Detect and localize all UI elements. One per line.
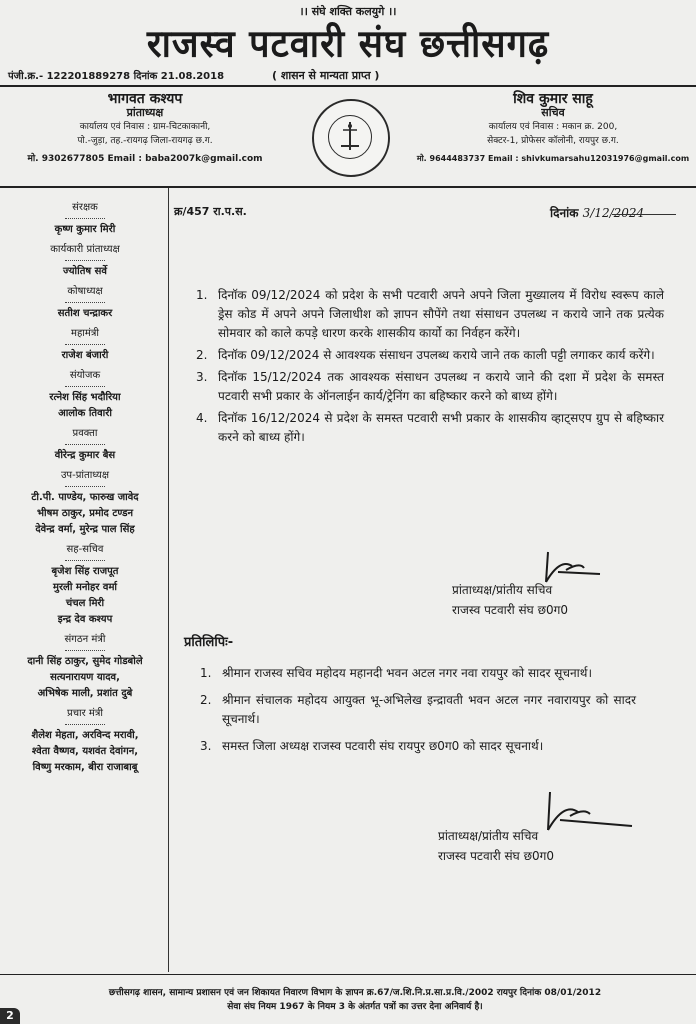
point-text: दिनॉक 16/12/2024 से प्रदेश के समस्त पटवारी सभी प्रकार के शासकीय व्हाट्सएप ग्रुप से बहिष्कार करने को बाध्य होंगे। [218,411,664,444]
reference-number: क्र/457 रा.प.स. [174,205,247,218]
sidebar-divider [168,188,169,972]
left-officer-name: भागवत कश्यप [107,91,183,107]
sidebar-role: उप-प्रांताध्यक्ष [60,470,110,481]
sidebar-role: संयोजक [69,370,101,381]
sidebar-member-name: रत्नेश सिंह भदौरिया [49,392,121,403]
letter-date [550,204,644,221]
demand-point [196,286,664,343]
sidebar-role: कोषाध्यक्ष [67,286,103,297]
right-officer-contact: मो. 9644483737 Email : shivkumarsahu12031976@gmail.com [416,154,690,163]
sidebar-role: महामंत्री [71,328,99,339]
sidebar-role: प्रचार मंत्री [67,708,103,719]
sidebar-separator [65,486,105,487]
sidebar-member-name: वीरेन्द्र कुमार बैस [54,450,116,461]
point-number: 1. [196,288,208,302]
signature-block-2 [438,826,554,866]
date-value: 3/12/2024 [582,206,645,220]
sidebar-member-name: दानी सिंह ठाकुर, सुमेद गोडबोले [27,656,143,667]
sidebar-separator [65,724,105,725]
demand-point [196,346,664,365]
sidebar-member-name: शैलेश मेहता, अरविन्द मरावी, [31,730,139,741]
copy-to-number: 3. [200,739,212,753]
sidebar-separator [65,302,105,303]
sidebar-member-name: श्वेता वैष्णव, यशवंत देवांगन, [31,746,139,757]
demand-point [196,409,664,447]
sidebar-separator [65,444,105,445]
letterhead-bottom-rule [0,186,696,188]
sidebar-member-name: ज्योतिष सर्वे [63,266,107,277]
seal-emblem-icon [328,115,372,159]
footer-notice [30,986,680,1014]
sidebar-separator [65,386,105,387]
footer-line-1: छत्तीसगढ़ शासन, सामान्य प्रशासन एवं जन शिकायत निवारण विभाग के ज्ञापन क्र.67/ज.शि.नि.प्र.सा.प्र.वि./2002 रायपुर दिनांक 08/01/2012 [108,988,602,998]
right-officer-role: सचिव [541,106,565,119]
sidebar-member-name: मुरली मनोहर वर्मा [52,582,118,593]
sidebar-member-name: चंचल मिरी [65,598,105,609]
sidebar-role: सह-सचिव [66,544,104,555]
sidebar-member-name: आलोक तिवारी [58,408,112,419]
motto: ।। संघे शक्ति कलयुगे ।। [299,5,397,18]
signature-block-1 [452,580,568,620]
copy-to-item [200,664,636,683]
sidebar-role: संगठन मंत्री [64,634,106,645]
point-number: 3. [196,370,208,384]
header-rule [0,85,696,87]
right-officer-name: शिव कुमार साहू [513,91,593,107]
sidebar-member-name: इन्द्र देव कश्यप [57,614,113,625]
sidebar-separator [65,260,105,261]
copy-to-text: श्रीमान संचालक महोदय आयुक्त भू-अभिलेख इन्द्रावती भवन अटल नगर नवारायपुर को सादर सूचनार्थ। [222,693,636,726]
copy-to-text: श्रीमान राजस्व सचिव महोदय महानदी भवन अटल नगर नवा रायपुर को सादर सूचनार्थ। [222,666,593,680]
copy-to-heading: प्रतिलिपिः- [184,635,234,650]
copy-to-number: 1. [200,666,212,680]
registration-number: पंजी.क्र.- 122201889278 दिनांक 21.08.2018 [8,71,225,82]
point-text: दिनॉक 09/12/2024 को प्रदेश के सभी पटवारी अपने अपने जिला मुख्यालय में विरोध स्वरूप काले ड्रेस कोड में अपने अपने जिलाधीश को ज्ञापन सौपेंगे तथा संसाधन उपलब्ध न कराये जाने तक प्रत्येक सोमवार को काले कपड़े धारण करके शासकीय कार्यो का निर्वहन करेंगे। [218,288,664,340]
left-officer-contact: मो. 9302677805 Email : baba2007k@gmail.com [27,154,263,164]
copy-to-text: समस्त जिला अध्यक्ष राजस्व पटवारी संघ रायपुर छ0ग0 को सादर सूचनार्थ। [222,739,544,753]
sidebar-member-name: सत्यनारायण यादव, [50,672,120,683]
point-number: 2. [196,348,208,362]
page-number-badge: 2 [0,1008,20,1024]
copy-to-item [200,737,636,756]
sidebar-separator [65,650,105,651]
copy-to-number: 2. [200,693,212,707]
demand-points-list [196,286,664,450]
footer-rule [0,974,696,975]
copy-to-list [200,664,636,764]
sidebar-separator [65,218,105,219]
sidebar-member-name: अभिषेक माली, प्रशांत दुबे [37,688,133,699]
signatory-title-2: प्रांताध्यक्ष/प्रांतीय सचिव [438,829,539,843]
sidebar-separator [65,344,105,345]
sidebar-member-name: सतीश चन्द्राकर [57,308,113,319]
sidebar-role: संरक्षक [72,202,98,213]
signature-mark-2 [540,790,640,844]
sidebar-member-name: भीषम ठाकुर, प्रमोद टण्डन [36,508,134,519]
left-officer-address-2: पो.-जुड़ा, तह.-रायगढ़ जिला-रायगढ़ छ.ग. [77,136,213,146]
right-officer-address-2: सेक्टर-1, प्रोफेसर कॉलोनी, रायपुर छ.ग. [487,136,619,146]
organization-title: राजस्व पटवारी संघ छत्तीसगढ़ [146,23,550,67]
sidebar-role: प्रवक्ता [72,428,98,439]
signatory-org-1: राजस्व पटवारी संघ छ0ग0 [452,603,569,617]
left-officer-role: प्रांताध्यक्ष [126,106,164,119]
sidebar-role: कार्यकारी प्रांताध्यक्ष [50,244,120,255]
sidebar-member-name: विष्णु मरकाम, बीरा राजाबाबू [32,762,138,773]
signatory-org-2: राजस्व पटवारी संघ छ0ग0 [438,849,555,863]
union-seal [312,99,390,177]
right-officer-block [410,92,696,166]
office-bearers-sidebar [6,196,164,776]
point-text: दिनॉक 15/12/2024 तक आवश्यक संसाधन उपलब्ध न कराये जाने की दशा में प्रदेश के समस्त पटवारी सभी प्रकार के ऑनलाईन कार्य/ट्रेनिंग का बहिष्कार करने को बाध्य होंगे। [218,370,664,403]
sidebar-separator [65,560,105,561]
point-number: 4. [196,411,208,425]
copy-to-item [200,691,636,729]
left-officer-block [20,92,270,166]
sidebar-member-name: टी.पी. पाण्डेय, फारुख जावेद [31,492,139,503]
sidebar-member-name: कृष्ण कुमार मिरी [54,224,116,235]
recognition-note: ( शासन से मान्यता प्राप्त ) [272,69,380,82]
left-officer-address-1: कार्यालय एवं निवास : ग्राम-चिटकाकानी, [79,122,211,132]
signatory-title-1: प्रांताध्यक्ष/प्रांतीय सचिव [452,583,553,597]
sidebar-member-name: राजेश बंजारी [61,350,109,361]
footer-line-2: सेवा संघ नियम 1967 के नियम 3 के अंतर्गत पत्रों का उत्तर देना अनिवार्य है। [227,1002,483,1012]
demand-point [196,368,664,406]
right-officer-address-1: कार्यालय एवं निवास : मकान क्र. 200, [488,122,618,132]
point-text: दिनॉक 09/12/2024 से आवश्यक संसाधन उपलब्ध कराये जाने तक काली पट्टी लगाकर कार्य करेंगे। [218,348,655,362]
date-label: दिनांक [550,206,579,220]
date-underline [612,214,676,215]
sidebar-member-name: देवेन्द्र वर्मा, मुरेन्द्र पाल सिंह [35,524,135,535]
sidebar-member-name: बृजेश सिंह राजपूत [51,566,119,577]
